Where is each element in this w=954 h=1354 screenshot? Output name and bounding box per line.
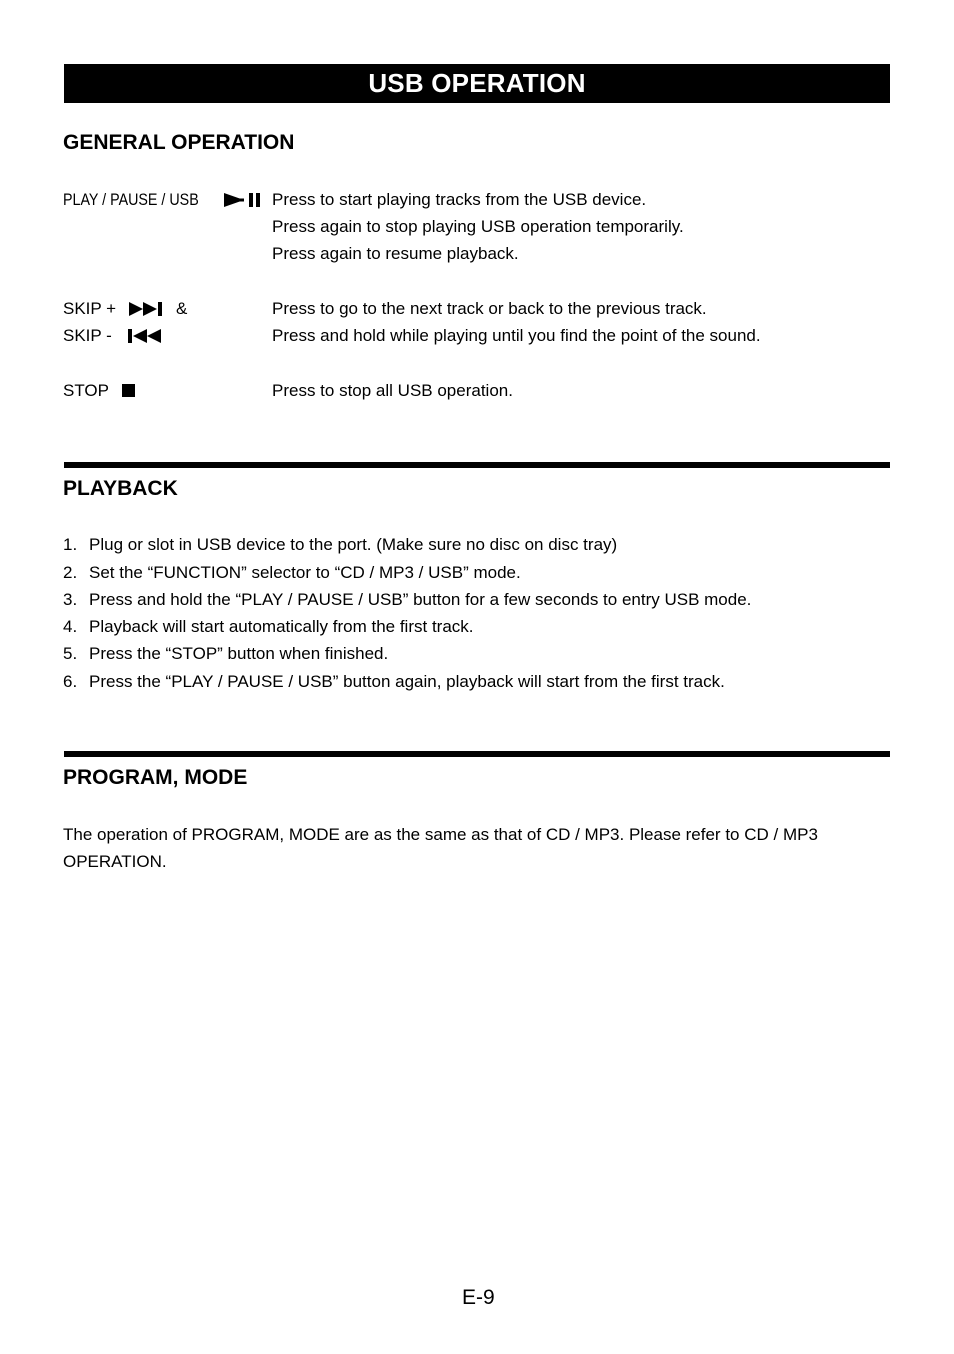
- list-item-number: 2.: [63, 563, 78, 582]
- stop-icon: [122, 384, 135, 397]
- playback-heading: PLAYBACK: [63, 477, 178, 500]
- list-item: Press and hold the “PLAY / PAUSE / USB” button for a few seconds to entry USB mode.: [89, 590, 752, 609]
- play-pause-usb-label: PLAY / PAUSE / USB: [63, 190, 199, 209]
- skip-plus-label: SKIP +: [63, 299, 117, 318]
- program-mode-heading: PROGRAM, MODE: [63, 766, 248, 789]
- skip-forward-icon: [129, 302, 165, 316]
- stop-label: STOP: [63, 381, 109, 400]
- list-item-number: 3.: [63, 590, 78, 609]
- page-number: E-9: [462, 1286, 495, 1309]
- skip-minus-label: SKIP -: [63, 326, 112, 345]
- program-mode-text-1: The operation of PROGRAM, MODE are as the same as that of CD / MP3. Please refer to CD / MP3: [63, 825, 818, 844]
- skip-ampersand: &: [176, 299, 188, 318]
- skip-desc-2: Press and hold while playing until you find the point of the sound.: [272, 326, 761, 345]
- title-bar: [64, 64, 890, 103]
- program-mode-text-2: OPERATION.: [63, 852, 167, 871]
- section-divider: [64, 462, 890, 468]
- play-pause-desc-2: Press again to stop playing USB operation temporarily.: [272, 217, 684, 236]
- stop-desc: Press to stop all USB operation.: [272, 381, 513, 400]
- list-item: Set the “FUNCTION” selector to “CD / MP3 / USB” mode.: [89, 563, 521, 582]
- list-item: Plug or slot in USB device to the port. (Make sure no disc on disc tray): [89, 535, 618, 554]
- list-item: Playback will start automatically from the first track.: [89, 617, 474, 636]
- list-item-number: 1.: [63, 535, 78, 554]
- skip-back-icon: [128, 329, 164, 343]
- list-item-number: 4.: [63, 617, 78, 636]
- play-pause-desc-3: Press again to resume playback.: [272, 244, 519, 263]
- general-operation-heading: GENERAL OPERATION: [63, 131, 295, 154]
- list-item: Press the “PLAY / PAUSE / USB” button again, playback will start from the first track.: [89, 672, 725, 691]
- list-item-number: 5.: [63, 644, 78, 663]
- list-item: Press the “STOP” button when finished.: [89, 644, 389, 663]
- section-divider: [64, 751, 890, 757]
- list-item-number: 6.: [63, 672, 78, 691]
- play-pause-desc-1: Press to start playing tracks from the USB device.: [272, 190, 647, 209]
- page-title: USB OPERATION: [368, 68, 586, 98]
- skip-desc-1: Press to go to the next track or back to the previous track.: [272, 299, 707, 318]
- play-pause-icon: [224, 193, 262, 207]
